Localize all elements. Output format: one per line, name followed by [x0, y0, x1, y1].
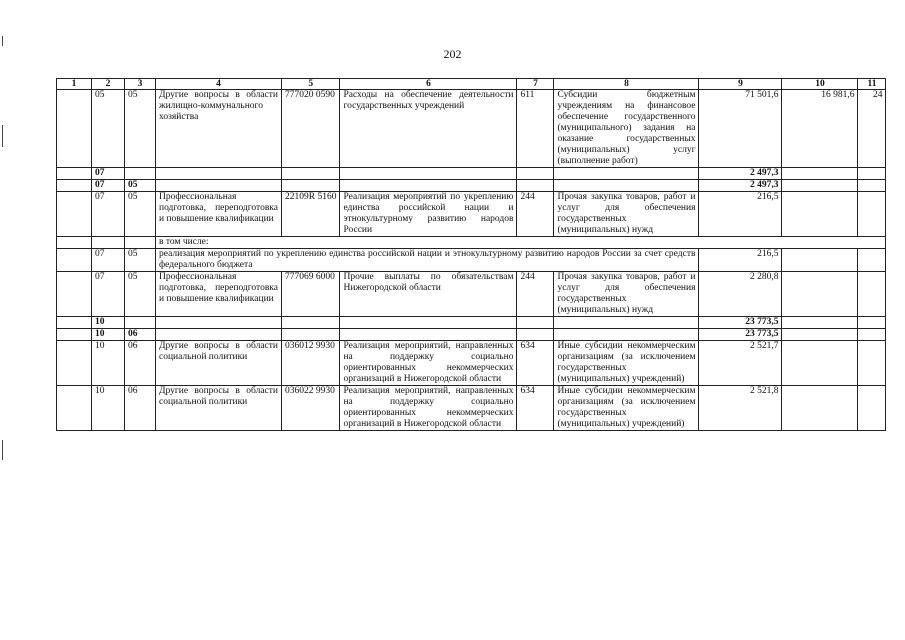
cell-target-code: 777069 6000 [282, 272, 340, 317]
cell-subsection: 06 [125, 329, 156, 341]
cell-expense-type: 244 [517, 192, 554, 237]
table-row [57, 192, 886, 237]
cell-expense-type: 611 [517, 90, 554, 168]
cell-section: 05 [92, 90, 125, 168]
cell-target-code [282, 180, 340, 192]
cell-expense-name [554, 329, 699, 341]
cell-amount: 23 773,5 [699, 317, 782, 329]
cell-target-name: Реализация мероприятий, направленных на поддержку социально ориентированных некоммерческих организаций в Нижегородской области [340, 386, 517, 431]
column-header: 8 [554, 79, 699, 90]
cell-amount-2 [782, 168, 858, 180]
column-header: 6 [340, 79, 517, 90]
cell-expense-type [517, 317, 554, 329]
cell-target-name [340, 168, 517, 180]
cell-target-code: 777020 0590 [282, 90, 340, 168]
cell-amount-3 [858, 180, 886, 192]
cell-note: в том числе: [156, 237, 886, 249]
cell-col1 [57, 272, 92, 317]
cell-amount-3 [858, 317, 886, 329]
cell-target-name: Реализация мероприятий, направленных на поддержку социально ориентированных некоммерческих организаций в Нижегородской области [340, 341, 517, 386]
cell-col1 [57, 192, 92, 237]
cell-section: 10 [92, 341, 125, 386]
cell-target-code [282, 168, 340, 180]
cell-expense-name: Иные субсидии некоммерческим организациям (за исключением государственных (муниципальных) учреждений) [554, 386, 699, 431]
cell-expense-name: Субсидии бюджетным учреждениям на финансовое обеспечение государственного (муниципального) задания на оказание государственных (муниципальных) услуг (выполнение работ) [554, 90, 699, 168]
cell-amount: 2 521,7 [699, 341, 782, 386]
cell-section-name: Профессиональная подготовка, переподготовка и повышение квалификации [156, 192, 282, 237]
cell-expense-name: Иные субсидии некоммерческим организациям (за исключением государственных (муниципальных) учреждений) [554, 341, 699, 386]
table-row [57, 180, 886, 192]
cell-expense-name: Прочая закупка товаров, работ и услуг для обеспечения государственных (муниципальных) нужд [554, 272, 699, 317]
cell-amount-2 [782, 341, 858, 386]
cell-amount: 71 501,6 [699, 90, 782, 168]
cell-target-name: Расходы на обеспечение деятельности государственных учреждений [340, 90, 517, 168]
column-header-row [57, 79, 886, 90]
cell-amount: 2 497,3 [699, 180, 782, 192]
cell-target-code [282, 317, 340, 329]
cell-amount-2 [782, 386, 858, 431]
cell-subsection: 05 [125, 180, 156, 192]
table-row [57, 341, 886, 386]
table-row [57, 249, 886, 272]
cell-section: 07 [92, 272, 125, 317]
cell-target-code [282, 329, 340, 341]
cell-amount-3 [858, 341, 886, 386]
table-row [57, 272, 886, 317]
cell-target-name: Прочие выплаты по обязательствам Нижегородской области [340, 272, 517, 317]
cell-section: 07 [92, 192, 125, 237]
column-header: 7 [517, 79, 554, 90]
cell-section: 07 [92, 168, 125, 180]
cell-col1 [57, 180, 92, 192]
cell-expense-type: 244 [517, 272, 554, 317]
cell-amount-2 [782, 329, 858, 341]
cell-amount-3 [858, 192, 886, 237]
column-header: 3 [125, 79, 156, 90]
cell-amount: 2 280,8 [699, 272, 782, 317]
cell-section-name: Профессиональная подготовка, переподготовка и повышение квалификации [156, 272, 282, 317]
cell-section: 10 [92, 317, 125, 329]
cell-section: 10 [92, 386, 125, 431]
cell-amount-2 [782, 272, 858, 317]
cell-amount-2 [782, 192, 858, 237]
table-body [57, 79, 886, 431]
cell-subsection: 05 [125, 90, 156, 168]
table-row [57, 90, 886, 168]
cell-amount: 216,5 [699, 192, 782, 237]
cell-col1 [57, 168, 92, 180]
cell-target-code: 036012 9930 [282, 341, 340, 386]
cell-amount-3 [858, 168, 886, 180]
cell-span-description: реализация мероприятий по укреплению единства российской нации и этнокультурному развитию народов России за счет средств федерального бюджета [156, 249, 699, 272]
cell-target-name [340, 329, 517, 341]
cell-amount-2 [782, 180, 858, 192]
cell-subsection [125, 317, 156, 329]
cell-expense-type: 634 [517, 386, 554, 431]
cell-expense-name: Прочая закупка товаров, работ и услуг для обеспечения государственных (муниципальных) нужд [554, 192, 699, 237]
cell-amount-2: 16 981,6 [782, 90, 858, 168]
column-header: 9 [699, 79, 782, 90]
column-header: 4 [156, 79, 282, 90]
cell-section-name: Другие вопросы в области социальной политики [156, 341, 282, 386]
table-row [57, 317, 886, 329]
cell-amount-3 [858, 249, 886, 272]
cell-expense-name [554, 180, 699, 192]
cell-section-name [156, 168, 282, 180]
cell-expense-type [517, 180, 554, 192]
cell-target-code: 22109R 5160 [282, 192, 340, 237]
cell-subsection [125, 237, 156, 249]
cell-amount-3: 24 [858, 90, 886, 168]
cell-section-name [156, 180, 282, 192]
cell-expense-name [554, 317, 699, 329]
cell-section-name: Другие вопросы в области жилищно-коммунального хозяйства [156, 90, 282, 168]
cell-target-code: 036022 9930 [282, 386, 340, 431]
cell-expense-type [517, 329, 554, 341]
margin-mark [2, 440, 3, 460]
cell-target-name [340, 317, 517, 329]
cell-amount-2 [782, 317, 858, 329]
margin-mark [2, 36, 3, 46]
column-header: 5 [282, 79, 340, 90]
cell-col1 [57, 90, 92, 168]
table-row [57, 168, 886, 180]
cell-amount: 23 773,5 [699, 329, 782, 341]
cell-subsection: 05 [125, 272, 156, 317]
cell-section-name: Другие вопросы в области социальной политики [156, 386, 282, 431]
cell-expense-name [554, 168, 699, 180]
cell-target-name: Реализация мероприятий по укреплению единства российской нации и этнокультурному развитию народов России [340, 192, 517, 237]
cell-expense-type: 634 [517, 341, 554, 386]
column-header: 11 [858, 79, 886, 90]
table-row [57, 329, 886, 341]
cell-subsection [125, 168, 156, 180]
cell-subsection: 05 [125, 192, 156, 237]
margin-mark [2, 125, 3, 147]
cell-section: 10 [92, 329, 125, 341]
cell-amount: 2 521,8 [699, 386, 782, 431]
cell-section-name [156, 317, 282, 329]
cell-col1 [57, 317, 92, 329]
column-header: 2 [92, 79, 125, 90]
cell-col1 [57, 249, 92, 272]
cell-amount-3 [858, 272, 886, 317]
cell-section: 07 [92, 249, 125, 272]
cell-target-name [340, 180, 517, 192]
cell-subsection: 05 [125, 249, 156, 272]
page-number: 202 [443, 47, 462, 61]
cell-col1 [57, 329, 92, 341]
table-row [57, 237, 886, 249]
cell-col1 [57, 386, 92, 431]
column-header: 1 [57, 79, 92, 90]
cell-amount: 216,5 [699, 249, 782, 272]
cell-expense-type [517, 168, 554, 180]
budget-table [56, 78, 886, 431]
cell-amount-2 [782, 249, 858, 272]
cell-section-name [156, 329, 282, 341]
cell-subsection: 06 [125, 386, 156, 431]
cell-amount: 2 497,3 [699, 168, 782, 180]
column-header: 10 [782, 79, 858, 90]
cell-amount-3 [858, 386, 886, 431]
cell-amount-3 [858, 329, 886, 341]
cell-col1 [57, 237, 92, 249]
cell-col1 [57, 341, 92, 386]
cell-subsection: 06 [125, 341, 156, 386]
cell-section [92, 237, 125, 249]
cell-section: 07 [92, 180, 125, 192]
table-row [57, 386, 886, 431]
